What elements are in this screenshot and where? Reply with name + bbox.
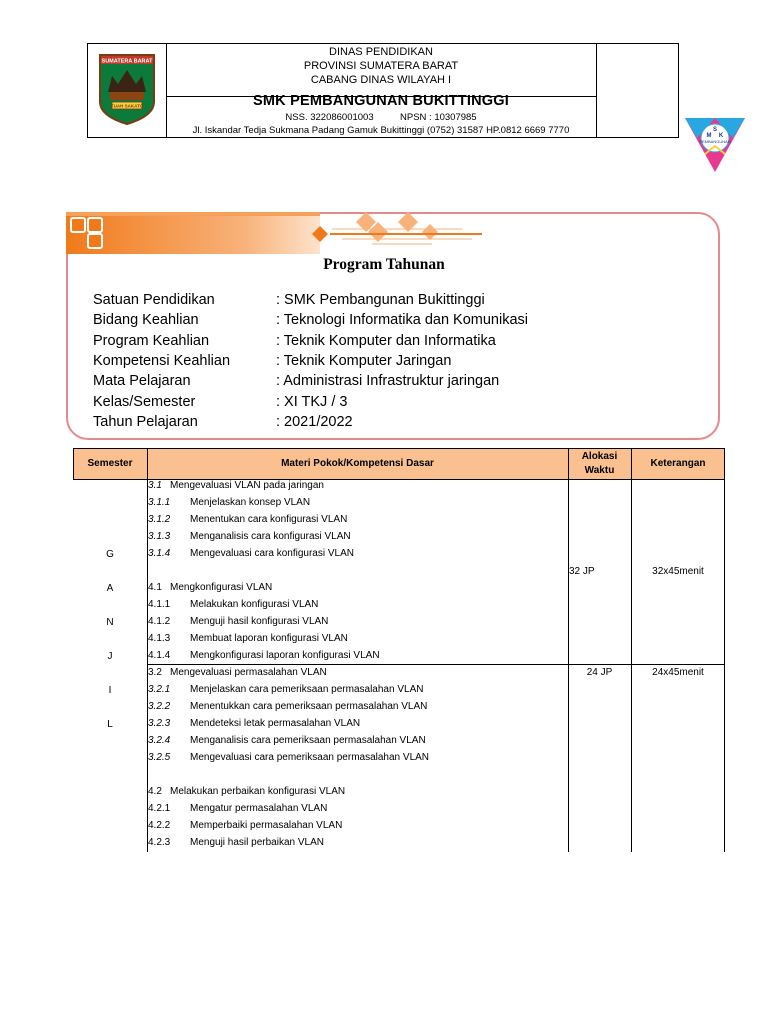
semester-letter: J bbox=[107, 651, 113, 662]
header-materi-label: Materi Pokok/Kompetensi Dasar bbox=[281, 458, 434, 469]
province-name: PROVINSI SUMATERA BARAT bbox=[303, 60, 459, 72]
header-keterangan-label: Keterangan bbox=[650, 458, 706, 469]
program-info-label: Bidang Keahlian bbox=[93, 312, 199, 328]
program-info-value: : Administrasi Infrastruktur jaringan bbox=[276, 373, 500, 389]
smk-pembangunan-logo-icon bbox=[683, 114, 747, 176]
competency-number: 4.1.1 bbox=[148, 599, 171, 610]
program-info-value: : Teknik Komputer Jaringan bbox=[276, 353, 452, 369]
competency-text: Mendeteksi letak permasalahan VLAN bbox=[190, 718, 361, 729]
emblem-ribbon-text: TUAH SAKATO bbox=[110, 103, 144, 109]
agency-name: DINAS PENDIDIKAN bbox=[329, 46, 433, 58]
semester-letter: G bbox=[106, 549, 114, 560]
competency-number: 3.1.2 bbox=[148, 514, 171, 525]
school-name: SMK PEMBANGUNAN BUKITTINGGI bbox=[253, 93, 509, 109]
competency-text: Mengevaluasi cara konfigurasi VLAN bbox=[190, 548, 354, 559]
logo-caption: PEMBANGUNAN bbox=[699, 139, 731, 144]
competency-number: 4.2 bbox=[148, 786, 162, 797]
competency-text: Mengkonfigurasi VLAN bbox=[170, 582, 273, 593]
competency-text: Mengevaluasi VLAN pada jaringan bbox=[170, 480, 324, 491]
program-info-value: : Teknologi Informatika dan Komunikasi bbox=[276, 312, 529, 328]
banner-decoration bbox=[66, 212, 320, 254]
competency-number: 4.2.3 bbox=[148, 837, 171, 848]
competency-number: 4.1.3 bbox=[148, 633, 171, 644]
block1-alokasi: 32 JP bbox=[569, 566, 595, 577]
province-logo-cell bbox=[88, 44, 167, 137]
competency-number: 3.2.3 bbox=[148, 718, 171, 729]
competency-text: Menganalisis cara konfigurasi VLAN bbox=[190, 531, 351, 542]
competency-text: Mengevaluasi permasalahan VLAN bbox=[170, 667, 327, 678]
competency-text: Melakukan konfigurasi VLAN bbox=[190, 599, 319, 610]
program-info-value: : XI TKJ / 3 bbox=[276, 394, 348, 410]
block2-alokasi: 24 JP bbox=[586, 667, 613, 678]
competency-number: 3.1.3 bbox=[148, 531, 171, 542]
competency-number: 4.1.4 bbox=[148, 650, 171, 661]
materi-column bbox=[148, 448, 568, 852]
competency-number: 3.1.1 bbox=[148, 497, 171, 508]
competency-number: 4.2.1 bbox=[148, 803, 171, 814]
competency-text: Menentukkan cara pemeriksaan permasalahan VLAN bbox=[190, 701, 428, 712]
west-sumatra-emblem-icon bbox=[88, 44, 166, 137]
semester-letter: L bbox=[107, 719, 113, 730]
document-title: Program Tahunan bbox=[323, 256, 445, 273]
competency-number: 3.1.4 bbox=[148, 548, 171, 559]
competency-text: Menjelaskan konsep VLAN bbox=[190, 497, 311, 508]
semester-letter: I bbox=[108, 685, 112, 696]
competency-number: 3.1 bbox=[148, 480, 162, 491]
header-semester-label: Semester bbox=[87, 458, 133, 469]
competency-number: 3.2.4 bbox=[148, 735, 171, 746]
semester-letter: A bbox=[106, 583, 114, 594]
program-info-value: : 2021/2022 bbox=[276, 414, 353, 430]
competency-number: 3.2.2 bbox=[148, 701, 171, 712]
logo-letter-s: S bbox=[712, 127, 718, 133]
header-keterangan bbox=[631, 448, 725, 480]
competency-number: 4.1 bbox=[148, 582, 162, 593]
competency-text: Melakukan perbaikan konfigurasi VLAN bbox=[170, 786, 346, 797]
diamond-ornament-icon bbox=[312, 212, 482, 254]
school-ids: NSS. 322086001003 NPSN : 10307985 bbox=[285, 112, 477, 123]
logo-letter-m: M bbox=[706, 133, 712, 139]
emblem-top-text: SUMATERA BARAT bbox=[101, 58, 153, 65]
competency-text: Mengkonfigurasi laporan konfigurasi VLAN bbox=[190, 650, 380, 661]
competency-number: 4.2.2 bbox=[148, 820, 171, 831]
header-semester bbox=[73, 448, 147, 480]
competency-text: Menentukan cara konfigurasi VLAN bbox=[190, 514, 348, 525]
letterhead bbox=[87, 43, 679, 138]
program-info-label: Kelas/Semester bbox=[93, 394, 196, 410]
competency-text: Menguji hasil konfigurasi VLAN bbox=[190, 616, 329, 627]
header-alokasi bbox=[568, 448, 631, 480]
competency-text: Membuat laporan konfigurasi VLAN bbox=[190, 633, 348, 644]
program-info-label: Mata Pelajaran bbox=[93, 373, 191, 389]
branch-name: CABANG DINAS WILAYAH I bbox=[310, 74, 452, 86]
competency-number: 3.2 bbox=[148, 667, 162, 678]
competency-text: Menjelaskan cara pemeriksaan permasalahan VLAN bbox=[190, 684, 424, 695]
competency-number: 3.2.5 bbox=[148, 752, 171, 763]
competency-number: 4.1.2 bbox=[148, 616, 171, 627]
block2-keterangan: 24x45menit bbox=[652, 667, 704, 678]
block1-keterangan: 32x45menit bbox=[652, 566, 704, 577]
program-table bbox=[73, 448, 725, 852]
competency-text: Memperbaiki permasalahan VLAN bbox=[190, 820, 343, 831]
blank-right-cell bbox=[596, 44, 679, 137]
program-info-label: Kompetensi Keahlian bbox=[93, 353, 231, 369]
program-info-label: Tahun Pelajaran bbox=[93, 414, 198, 430]
program-info-value: : Teknik Komputer dan Informatika bbox=[276, 333, 496, 349]
competency-text: Mengatur permasalahan VLAN bbox=[190, 803, 328, 814]
school-address: Jl. Iskandar Tedja Sukmana Padang Gamuk Bukittinggi (0752) 31587 HP.0812 6669 7770 bbox=[192, 125, 570, 136]
program-info-label: Satuan Pendidikan bbox=[93, 292, 215, 308]
competency-text: Menguji hasil perbaikan VLAN bbox=[190, 837, 324, 848]
competency-number: 3.2.1 bbox=[148, 684, 171, 695]
program-info-value: : SMK Pembangunan Bukittinggi bbox=[276, 292, 485, 308]
program-info-label: Program Keahlian bbox=[93, 333, 210, 349]
competency-text: Menganalisis cara pemeriksaan permasalahan VLAN bbox=[190, 735, 426, 746]
logo-letter-k: K bbox=[718, 133, 724, 139]
semester-letter: N bbox=[106, 617, 114, 628]
header-alokasi-label: Alokasi Waktu bbox=[581, 451, 618, 476]
competency-text: Mengevaluasi cara pemeriksaan permasalahan VLAN bbox=[190, 752, 430, 763]
